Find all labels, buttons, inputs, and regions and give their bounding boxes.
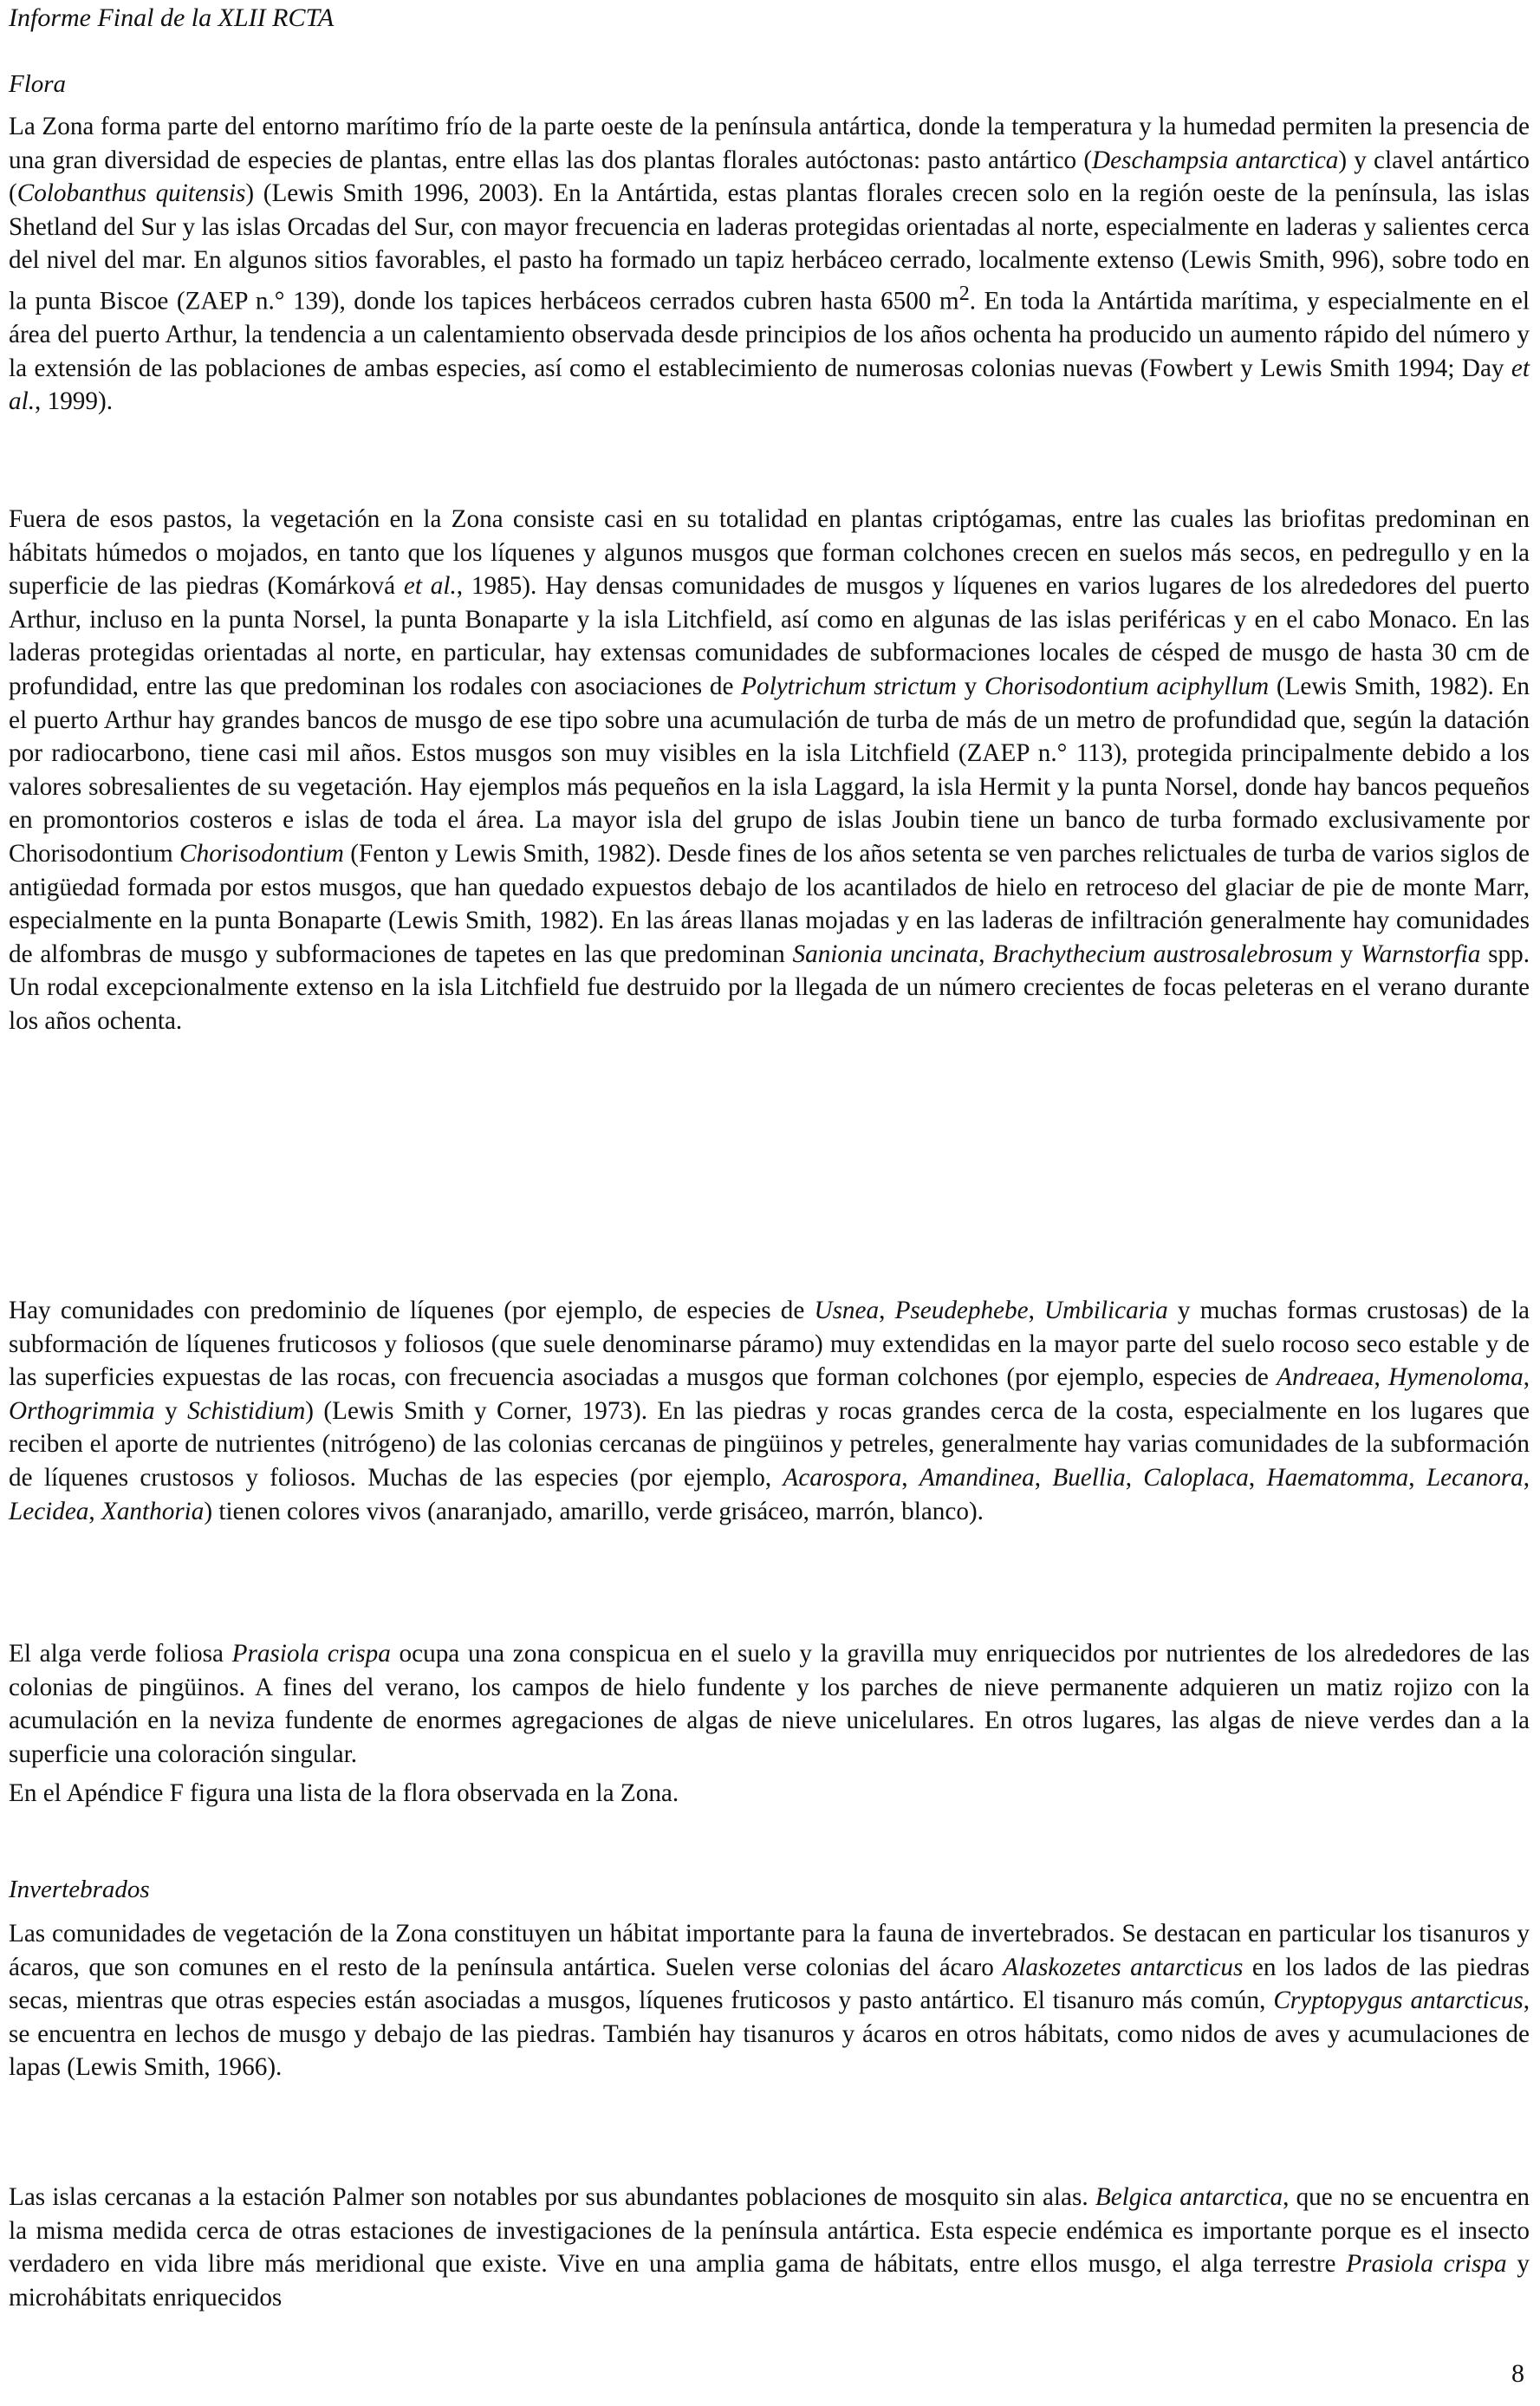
species-name: Chorisodontium bbox=[179, 839, 344, 868]
paragraph: Hay comunidades con predominio de líquenes (por ejemplo, de especies de Usnea, Pseudephebe, Umbilicaria y muchas formas crustosas) de la subformación de líquenes fruticosos y foliosos (que suele denominarse páramo) muy extendidas en la mayor parte del suelo rocoso seco estable y de las superficies expuestas de las rocas, con frecuencia asociadas a musgos que forman colchones (por ejemplo, especies de Andreaea, Hymenoloma, Orthogrimmia y Schistidium) (Lewis Smith y Corner, 1973). En las piedras y rocas grandes cerca de la costa, especialmente en los lugares que reciben el aporte de nutrientes (nitrógeno) de las colonias cercanas de pingüinos y petreles, generalmente hay varias comunidades de la subformación de líquenes crustosos y foliosos. Muchas de las especies (por ejemplo, Acarospora, Amandinea, Buellia, Caloplaca, Haematomma, Lecanora, Lecidea, Xanthoria) tienen colores vivos (anaranjado, amarillo, verde grisáceo, marrón, blanco). bbox=[9, 1297, 1530, 1525]
species-name: Warnstorfia bbox=[1360, 940, 1481, 968]
species-name: Umbilicaria bbox=[1044, 1297, 1168, 1324]
species-name: Acarospora bbox=[783, 1463, 902, 1492]
paragraph: El alga verde foliosa Prasiola crispa ocupa una zona conspicua en el suelo y la gravilla muy enriquecidos por nutrientes de los alrededores de las colonias de pingüinos. A fines del verano, los campos de hielo fundente y los parches de nieve permanente adquieren un matiz rojizo con la acumulación en la neviza fundente de enormes agregaciones de algas de nieve unicelulares. En otros lugares, las algas de nieve verdes dan a la superficie una coloración singular. bbox=[9, 1640, 1530, 1768]
species-name: Amandinea bbox=[919, 1463, 1035, 1492]
species-name: Lecanora bbox=[1426, 1463, 1524, 1492]
species-name: et al. bbox=[403, 572, 457, 601]
species-name: Prasiola crispa bbox=[1346, 2250, 1507, 2279]
species-name: Xanthoria bbox=[101, 1497, 205, 1525]
species-name: Haematomma bbox=[1266, 1463, 1409, 1492]
species-name: Lecidea bbox=[9, 1497, 89, 1525]
running-title: Informe Final de la XLII RCTA bbox=[9, 3, 335, 32]
species-name: Cryptopygus antarcticus bbox=[1273, 1987, 1524, 2015]
species-name: Deschampsia antarctica bbox=[1092, 146, 1339, 174]
paragraph: Las islas cercanas a la estación Palmer son notables por sus abundantes poblaciones de mosquito sin alas. Belgica antarctica, que no se encuentra en la misma medida cerca de otras estaciones de investigaciones de la península antártica. Esta especie endémica es importante porque es el insecto verdadero en vida libre más meridional que existe. Vive en una amplia gama de hábitats, entre ellos musgo, el alga terrestre Prasiola crispa y microhábitats enriquecidos bbox=[9, 2183, 1530, 2312]
species-name: Alaskozetes antarcticus bbox=[1003, 1953, 1244, 1981]
page-number: 8 bbox=[1511, 2359, 1524, 2388]
species-name: Prasiola crispa bbox=[231, 1640, 391, 1668]
species-name: Brachythecium austrosalebrosum bbox=[992, 940, 1333, 968]
species-name: Colobanthus quitensis bbox=[16, 179, 246, 208]
species-name: Usnea bbox=[814, 1297, 880, 1324]
species-name: Andreaea bbox=[1277, 1363, 1374, 1392]
species-name: Sanionia uncinata bbox=[792, 940, 979, 968]
species-name: Pseudephebe bbox=[894, 1297, 1029, 1324]
species-name: Orthogrimmia bbox=[9, 1396, 155, 1425]
superscript: 2 bbox=[958, 281, 970, 305]
paragraph: La Zona forma parte del entorno marítimo frío de la parte oeste de la península antártica, donde la temperatura y la humedad permiten la presencia de una gran diversidad de especies de plantas, entre ellas las dos plantas florales autóctonas: pasto antártico (Deschampsia antarctica) y clavel antártico (Colobanthus quitensis) (Lewis Smith 1996, 2003). En la Antártida, estas plantas florales crecen solo en la región oeste de la península, las islas Shetland del Sur y las islas Orcadas del Sur, con mayor frecuencia en laderas protegidas orientadas al norte, especialmente en laderas y salientes cerca del nivel del mar. En algunos sitios favorables, el pasto ha formado un tapiz herbáceo cerrado, localmente extenso (Lewis Smith, 996), sobre todo en la punta Biscoe (ZAEP n.° 139), donde los tapices herbáceos cerrados cubren hasta 6500 $m^2$. En toda la Antártida marítima, y especialmente en el área del puerto Arthur, la tendencia a un calentamiento observada desde principios de los años ochenta ha producido un aumento rápido del número y la extensión de las poblaciones de ambas especies, así como el establecimiento de numerosas colonias nuevas (Fowbert y Lewis Smith 1994; Day et al., 1999). bbox=[9, 113, 1530, 416]
species-name: Hymenoloma bbox=[1388, 1363, 1524, 1392]
species-name: Schistidium bbox=[187, 1396, 306, 1425]
paragraph: Fuera de esos pastos, la vegetación en la Zona consiste casi en su totalidad en plantas criptógamas, entre las cuales las briofitas predominan en hábitats húmedos o mojados, en tanto que los líquenes y algunos musgos que forman colchones crecen en suelos más secos, en pedregullo y en la superficie de las piedras (Komárková et al., 1985). Hay densas comunidades de musgos y líquenes en varios lugares de los alrededores del puerto Arthur, incluso en la punta Norsel, la punta Bonaparte y la isla Litchfield, así como en algunas de las islas periféricas y en el cabo Monaco. En las laderas protegidas orientadas al norte, en particular, hay extensas comunidades de subformaciones locales de césped de musgo de hasta 30 cm de profundidad, entre las que predominan los rodales con asociaciones de Polytrichum strictum y Chorisodontium aciphyllum (Lewis Smith, 1982). En el puerto Arthur hay grandes bancos de musgo de ese tipo sobre una acumulación de turba de más de un metro de profundidad que, según la datación por radiocarbono, tiene casi mil años. Estos musgos son muy visibles en la isla Litchfield (ZAEP n.° 113), protegida principalmente debido a los valores sobresalientes de su vegetación. Hay ejemplos más pequeños en la isla Laggard, la isla Hermit y la punta Norsel, donde hay bancos pequeños en promontorios costeros e islas de toda el área. La mayor isla del grupo de islas Joubin tiene un banco de turba formado exclusivamente por Chorisodontium Chorisodontium (Fenton y Lewis Smith, 1982). Desde fines de los años setenta se ven parches relictuales de turba de varios siglos de antigüedad formada por estos musgos, que han quedado expuestos debajo de los acantilados de hielo en retroceso del glaciar de pie de monte Marr, especialmente en la punta Bonaparte (Lewis Smith, 1982). En las áreas llanas mojadas y en las laderas de infiltración generalmente hay comunidades de alfombras de musgo y subformaciones de tapetes en las que predominan Sanionia uncinata, Brachythecium austrosalebrosum y Warnstorfia spp. Un rodal excepcionalmente extenso en la isla Litchfield fue destruido por la llegada de un número crecientes de focas peleteras en el verano durante los años ochenta. bbox=[9, 505, 1530, 1035]
species-name: Buellia bbox=[1052, 1463, 1126, 1492]
species-name: Polytrichum strictum bbox=[741, 672, 957, 700]
species-name: Belgica antarctica bbox=[1095, 2183, 1283, 2211]
section-heading-flora: Flora bbox=[9, 70, 67, 98]
species-name: et al. bbox=[9, 354, 1530, 416]
paragraph: Las comunidades de vegetación de la Zona constituyen un hábitat importante para la fauna de invertebrados. Se destacan en particular los tisanuros y ácaros, que son comunes en el resto de la península antártica. Suelen verse colonias del ácaro Alaskozetes antarcticus en los lados de las piedras secas, mientras que otras especies están asociadas a musgos, líquenes fruticosos y pasto antártico. El tisanuro más común, Cryptopygus antarcticus, se encuentra en lechos de musgo y debajo de las piedras. También hay tisanuros y ácaros en otros hábitats, como nidos de aves y acumulaciones de lapas (Lewis Smith, 1966). bbox=[9, 1920, 1530, 2082]
section-heading-invertebrates: Invertebrados bbox=[9, 1876, 150, 1903]
species-name: Chorisodontium aciphyllum bbox=[984, 672, 1270, 700]
species-name: Caloplaca bbox=[1143, 1463, 1249, 1492]
paragraph: En el Apéndice F figura una lista de la flora observada en la Zona. bbox=[9, 1779, 679, 1807]
